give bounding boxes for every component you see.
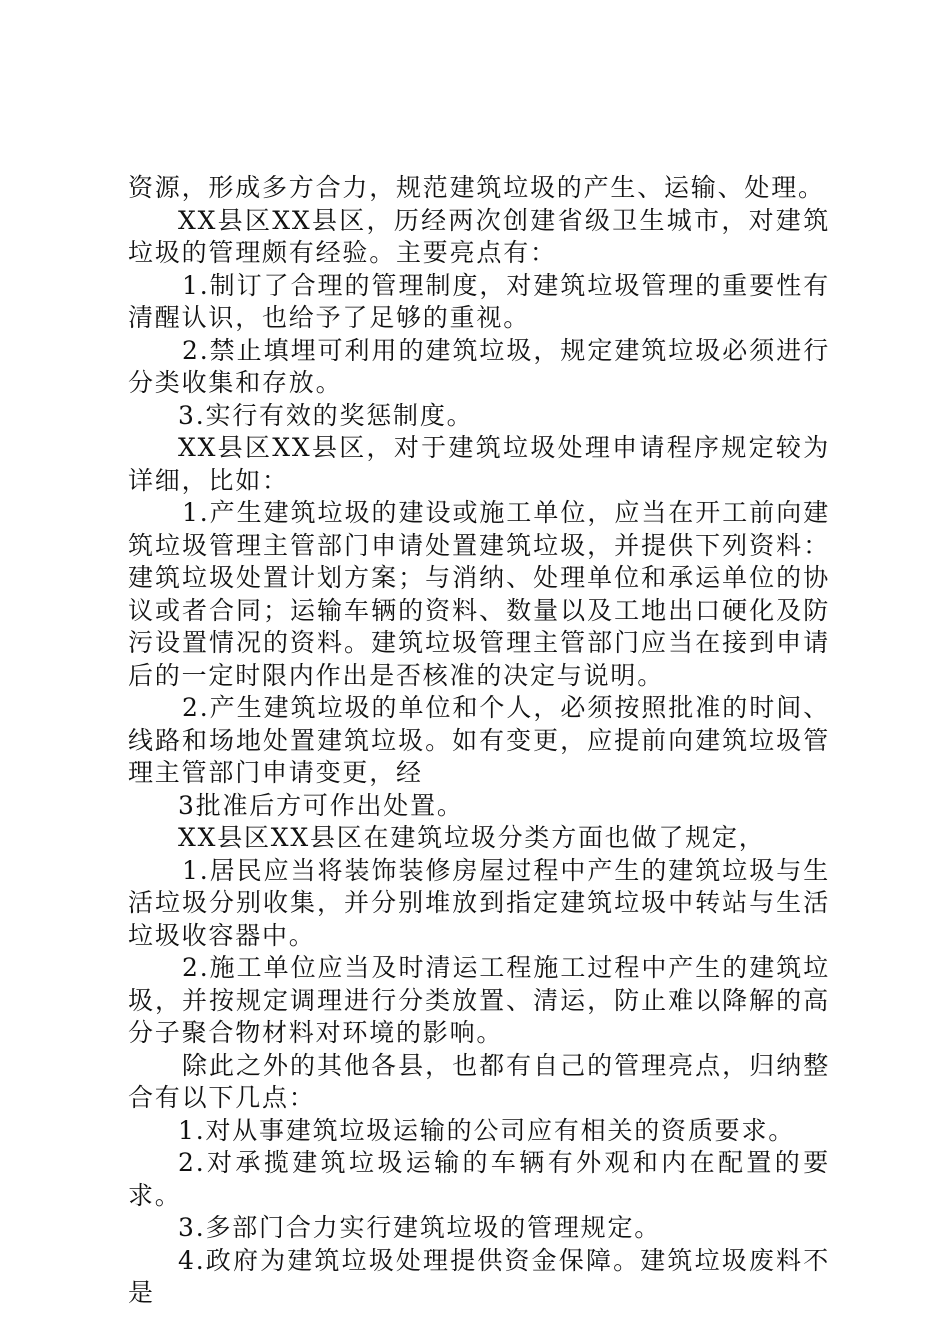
list-item: 2.产生建筑垃圾的单位和个人，必须按照批准的时间、线路和场地处置建筑垃圾。如有变更，应提前向建筑垃圾管理主管部门申请变更，经 (128, 693, 830, 787)
paragraph: 除此之外的其他各县，也都有自己的管理亮点，归纳整合有以下几点： (128, 1050, 830, 1112)
list-item: 1.居民应当将装饰装修房屋过程中产生的建筑垃圾与生活垃圾分别收集，并分别堆放到指定建筑垃圾中转站与生活垃圾收容器中。 (128, 855, 830, 950)
list-item: 2.施工单位应当及时清运工程施工过程中产生的建筑垃圾，并按规定调理进行分类放置、清运，防止难以降解的高分子聚合物材料对环境的影响。 (128, 953, 830, 1047)
paragraph: 3批准后方可作出处置。 (178, 790, 464, 820)
list-item: 4.政府为建筑垃圾处理提供资金保障。建筑垃圾废料不是 (128, 1245, 830, 1307)
paragraph: XX县区XX县区，历经两次创建省级卫生城市，对建筑垃圾的管理颇有经验。主要亮点有： (128, 205, 830, 267)
paragraph: XX县区XX县区在建筑垃圾分类方面也做了规定， (178, 823, 766, 852)
list-item: 1.产生建筑垃圾的建设或施工单位，应当在开工前向建筑垃圾管理主管部门申请处置建筑垃圾，并提供下列资料：建筑垃圾处置计划方案；与消纳、处理单位和承运单位的协议或者合同；运输车辆的资料、数量以及工地出口硬化及防污设置情况的资料。建筑垃圾管理主管部门应当在接到申请后的一定时限内作出是否核准的决定与说明。 (128, 498, 830, 690)
paragraph: 资源，形成多方合力，规范建筑垃圾的产生、运输、处理。 (128, 173, 825, 202)
list-item: 1.对从事建筑垃圾运输的公司应有相关的资质要求。 (178, 1115, 796, 1145)
paragraph: XX县区XX县区，对于建筑垃圾处理申请程序规定较为详细，比如： (128, 433, 830, 495)
list-item: 3.实行有效的奖惩制度。 (178, 400, 474, 430)
list-item: 3.多部门合力实行建筑垃圾的管理规定。 (178, 1213, 662, 1242)
list-item: 2.禁止填埋可利用的建筑垃圾，规定建筑垃圾必须进行分类收集和存放。 (128, 335, 830, 397)
list-item: 1.制订了合理的管理制度，对建筑垃圾管理的重要性有清醒认识，也给予了足够的重视。 (128, 270, 830, 332)
document-body (128, 172, 830, 1310)
list-item: 2.对承揽建筑垃圾运输的车辆有外观和内在配置的要求。 (128, 1148, 830, 1210)
